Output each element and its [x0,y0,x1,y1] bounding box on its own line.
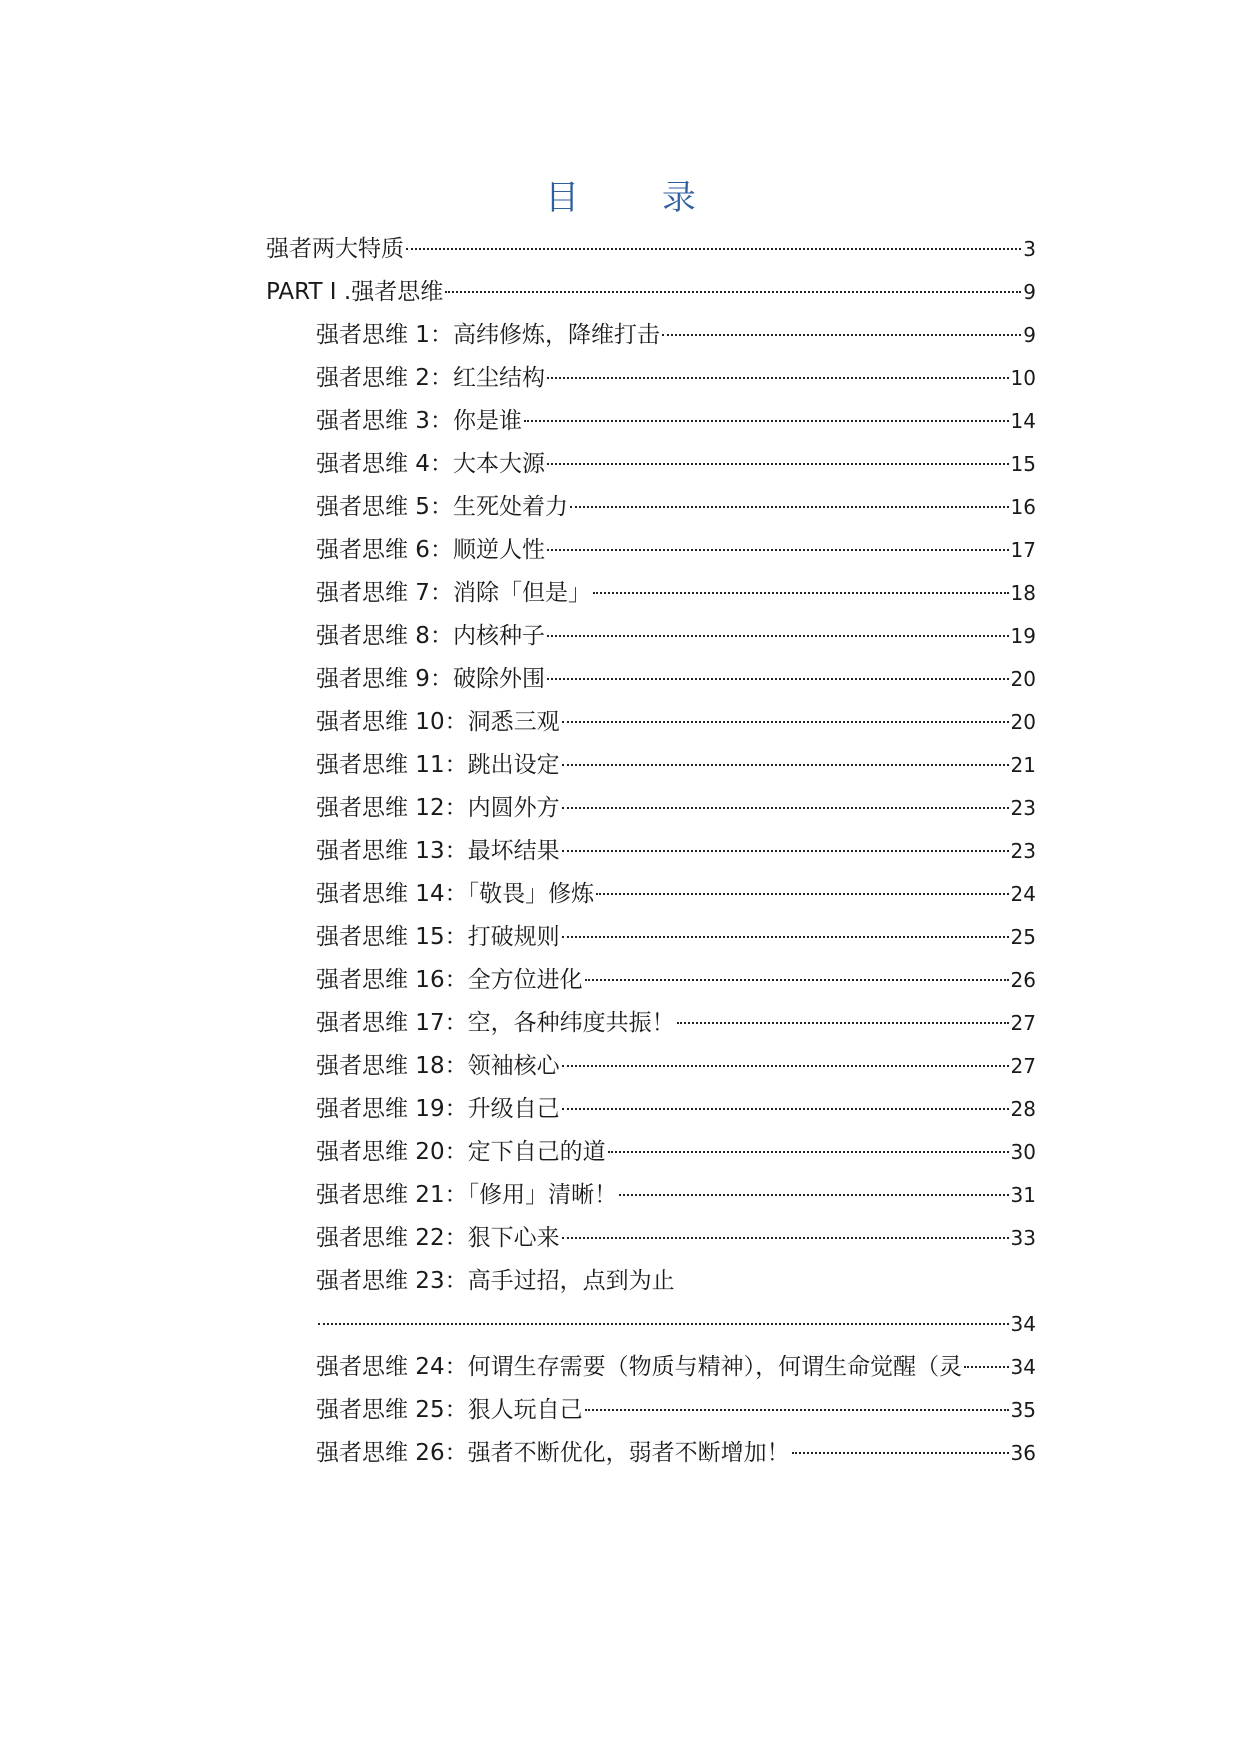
toc-entry-title: 强者思维 4：大本大源 [316,451,545,477]
toc-page-number: 23 [1010,839,1036,863]
toc-entry[interactable] [316,615,1036,658]
toc-entry-title: 强者思维 12：内圆外方 [316,795,560,821]
toc-page-number: 14 [1010,409,1036,433]
dot-leader [562,799,1009,809]
toc-page-number: 33 [1010,1226,1036,1250]
toc-entry-title: 强者思维 20：定下自己的道 [316,1139,606,1165]
toc-entry[interactable] [316,1260,1036,1346]
toc-entry-title: 强者思维 9：破除外围 [316,666,545,692]
toc-page-number: 17 [1010,538,1036,562]
dot-leader [662,326,1021,336]
toc-entry-title: 强者思维 2：红尘结构 [316,365,545,391]
toc-page-number: 18 [1010,581,1036,605]
toc-page-number: 3 [1023,237,1036,261]
toc-page-number: 36 [1010,1441,1036,1465]
toc-entry-title: 强者思维 14：「敬畏」修炼 [316,881,595,907]
toc-entry[interactable] [316,443,1036,486]
dot-leader [562,713,1009,723]
dot-leader [562,842,1009,852]
toc-entry[interactable] [316,701,1036,744]
dot-leader [677,1014,1009,1024]
toc-entry[interactable] [316,572,1036,615]
toc-page-number: 9 [1023,323,1036,347]
toc-entry-title: 强者思维 17：空，各种纬度共振！ [316,1010,675,1036]
dot-leader [562,1057,1009,1067]
toc-entry-title: 强者思维 3：你是谁 [316,408,522,434]
toc-entry[interactable] [266,228,1036,271]
toc-page-number: 24 [1010,882,1036,906]
toc-page-number: 23 [1010,796,1036,820]
toc-page-number: 16 [1010,495,1036,519]
toc-entry-title: 强者思维 26：强者不断优化，弱者不断增加！ [316,1440,790,1466]
toc-entry[interactable] [316,529,1036,572]
toc-entry-title: 强者思维 16：全方位进化 [316,967,583,993]
toc-entry[interactable] [316,658,1036,701]
dot-leader [524,412,1009,422]
dot-leader [964,1358,1008,1368]
toc-entry-title: 强者思维 6：顺逆人性 [316,537,545,563]
dot-leader [608,1143,1009,1153]
toc-entry-title: 强者思维 10：洞悉三观 [316,709,560,735]
toc-page-number: 15 [1010,452,1036,476]
dot-leader [570,498,1009,508]
toc-page-number: 21 [1010,753,1036,777]
toc-entry-title: PART I .强者思维 [266,279,444,305]
toc-entry[interactable] [316,314,1036,357]
dot-leader [562,1100,1009,1110]
toc-entry[interactable] [316,830,1036,873]
toc-entry-title: 强者思维 13：最坏结果 [316,838,560,864]
toc-entry-title: 强者思维 25：狠人玩自己 [316,1397,583,1423]
toc-page-number: 31 [1010,1183,1036,1207]
toc-page-number: 30 [1010,1140,1036,1164]
dot-leader [547,670,1009,680]
toc-page-number: 27 [1010,1011,1036,1035]
dot-leader [406,240,1021,250]
toc-entry[interactable] [316,873,1036,916]
toc-entry-title: 强者思维 19：升级自己 [316,1096,560,1122]
dot-leader [547,369,1009,379]
toc-entry[interactable] [316,1002,1036,1045]
dot-leader [547,627,1009,637]
toc-entry[interactable] [316,744,1036,787]
toc-entry-title: 强者思维 8：内核种子 [316,623,545,649]
toc-page-number: 25 [1010,925,1036,949]
dot-leader [562,928,1009,938]
toc-page-number: 19 [1010,624,1036,648]
dot-leader [585,1401,1009,1411]
dot-leader [596,885,1008,895]
toc-entry[interactable] [316,1131,1036,1174]
toc-entry[interactable] [316,916,1036,959]
toc-entry[interactable] [316,959,1036,1002]
dot-leader [547,455,1009,465]
toc-entry[interactable] [316,1088,1036,1131]
dot-leader [585,971,1009,981]
toc-entry-title: 强者两大特质 [266,236,404,262]
dot-leader [619,1186,1008,1196]
toc-entry-title: 强者思维 15：打破规则 [316,924,560,950]
toc-entry[interactable] [316,1045,1036,1088]
toc-entry[interactable] [316,1217,1036,1260]
toc-page-number: 9 [1023,280,1036,304]
toc-page-number: 28 [1010,1097,1036,1121]
dot-leader [792,1444,1009,1454]
toc-entry-title: 强者思维 24：何谓生存需要（物质与精神），何谓生命觉醒（灵 [316,1354,963,1380]
dot-leader [547,541,1009,551]
toc-page-number: 10 [1010,366,1036,390]
toc-entry-title: 强者思维 7：消除「但是」 [316,580,591,606]
dot-leader [593,584,1009,594]
toc-entry[interactable] [316,1174,1036,1217]
table-of-contents [266,228,1036,1475]
toc-entry-title: 强者思维 1：高纬修炼，降维打击 [316,322,660,348]
toc-page-number: 35 [1010,1398,1036,1422]
dot-leader [562,756,1009,766]
toc-entry[interactable] [316,1432,1036,1475]
toc-entry[interactable] [316,787,1036,830]
toc-entry[interactable] [316,1346,1036,1389]
toc-entry-title: 强者思维 5：生死处着力 [316,494,568,520]
toc-entry[interactable] [266,271,1036,314]
toc-page-number: 34 [1010,1312,1036,1336]
toc-page-number: 34 [1010,1355,1036,1379]
toc-page-number: 26 [1010,968,1036,992]
dot-leader [562,1229,1009,1239]
toc-entry-title: 强者思维 21：「修用」清晰！ [316,1182,618,1208]
toc-entry[interactable] [316,400,1036,443]
toc-entry-title: 强者思维 11：跳出设定 [316,752,560,778]
toc-entry-title: 强者思维 22：狠下心来 [316,1225,560,1251]
toc-entry[interactable] [316,1389,1036,1432]
toc-entry-title: 强者思维 23：高手过招，点到为止 [316,1268,675,1294]
toc-page-number: 20 [1010,667,1036,691]
dot-leader [318,1315,1009,1325]
page-title: 目 录 [545,178,732,218]
toc-entry[interactable] [316,486,1036,529]
toc-entry-title: 强者思维 18：领袖核心 [316,1053,560,1079]
toc-page-number: 20 [1010,710,1036,734]
toc-page-number: 27 [1010,1054,1036,1078]
toc-entry[interactable] [316,357,1036,400]
dot-leader [445,283,1021,293]
